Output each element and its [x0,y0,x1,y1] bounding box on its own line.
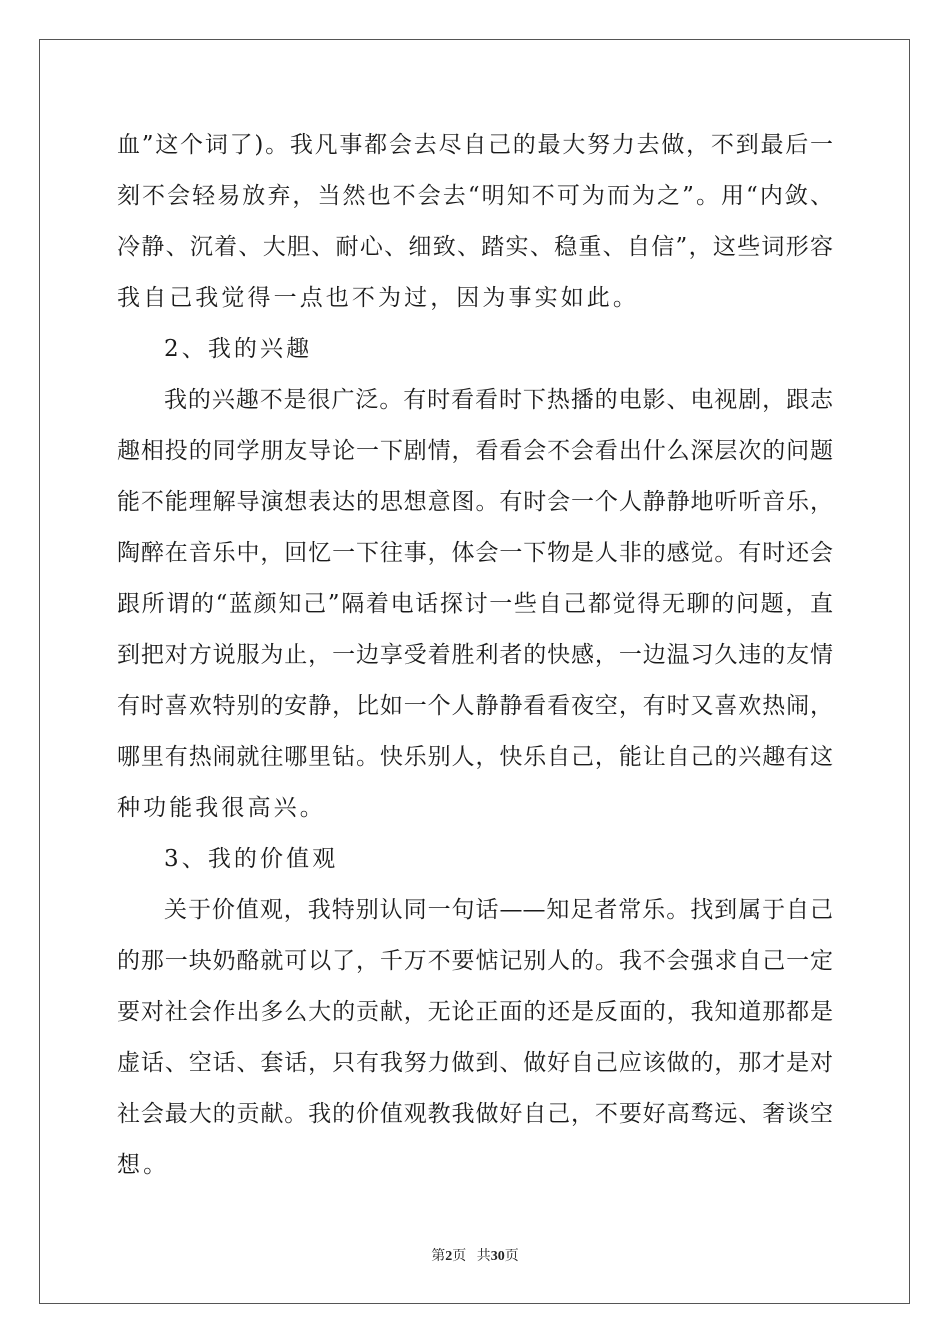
document-body [117,120,833,1191]
text-line: 种功能我很高兴。 [117,795,326,821]
footer-page-suffix: 页 [452,1249,467,1264]
text-line: 哪里有热闹就往哪里钻。快乐别人，快乐自己，能让自己的兴趣有这 [117,744,833,770]
footer-total-pages: 30 [490,1249,505,1264]
text-line: 刻不会轻易放弃，当然也不会去“明知不可为而为之”。用“内敛、 [117,183,833,209]
text-line: 关于价值观，我特别认同一句话——知足者常乐。找到属于自己 [164,897,833,923]
page-footer [0,1245,950,1265]
text-line: 趣相投的同学朋友导论一下剧情，看看会不会看出什么深层次的问题 [117,438,833,464]
text-line: 3、我的价值观 [164,846,339,872]
text-line: 跟所谓的“蓝颜知己”隔着电话探讨一些自己都觉得无聊的问题，直 [117,591,833,617]
text-line: 要对社会作出多么大的贡献，无论正面的还是反面的，我知道那都是 [117,999,833,1025]
text-line: 有时喜欢特别的安静，比如一个人静静看看夜空，有时又喜欢热闹， [117,693,833,719]
text-line: 到把对方说服为止，一边享受着胜利者的快感，一边温习久违的友情 [117,642,833,668]
text-line: 陶醉在音乐中，回忆一下往事，体会一下物是人非的感觉。有时还会 [117,540,833,566]
text-line: 社会最大的贡献。我的价值观教我做好自己，不要好高骛远、奢谈空 [117,1101,833,1127]
text-line: 我自己我觉得一点也不为过，因为事实如此。 [117,285,639,311]
text-line: 的那一块奶酪就可以了，千万不要惦记别人的。我不会强求自己一定 [117,948,833,974]
text-line: 能不能理解导演想表达的思想意图。有时会一个人静静地听听音乐， [117,489,833,515]
text-line: 冷静、沉着、大胆、耐心、细致、踏实、稳重、自信”，这些词形容 [117,234,833,260]
text-line: 我的兴趣不是很广泛。有时看看时下热播的电影、电视剧，跟志 [164,387,833,413]
text-line: 2、我的兴趣 [164,336,313,362]
footer-total-suffix: 页 [504,1249,519,1264]
text-line: 血”这个词了)。我凡事都会去尽自己的最大努力去做，不到最后一 [117,132,833,158]
footer-total-prefix: 共 [476,1249,491,1264]
text-line: 虚话、空话、套话，只有我努力做到、做好自己应该做的，那才是对 [117,1050,833,1076]
footer-page-number: 2 [445,1249,453,1264]
footer-prefix: 第 [431,1249,446,1264]
text-line: 想。 [117,1152,170,1178]
